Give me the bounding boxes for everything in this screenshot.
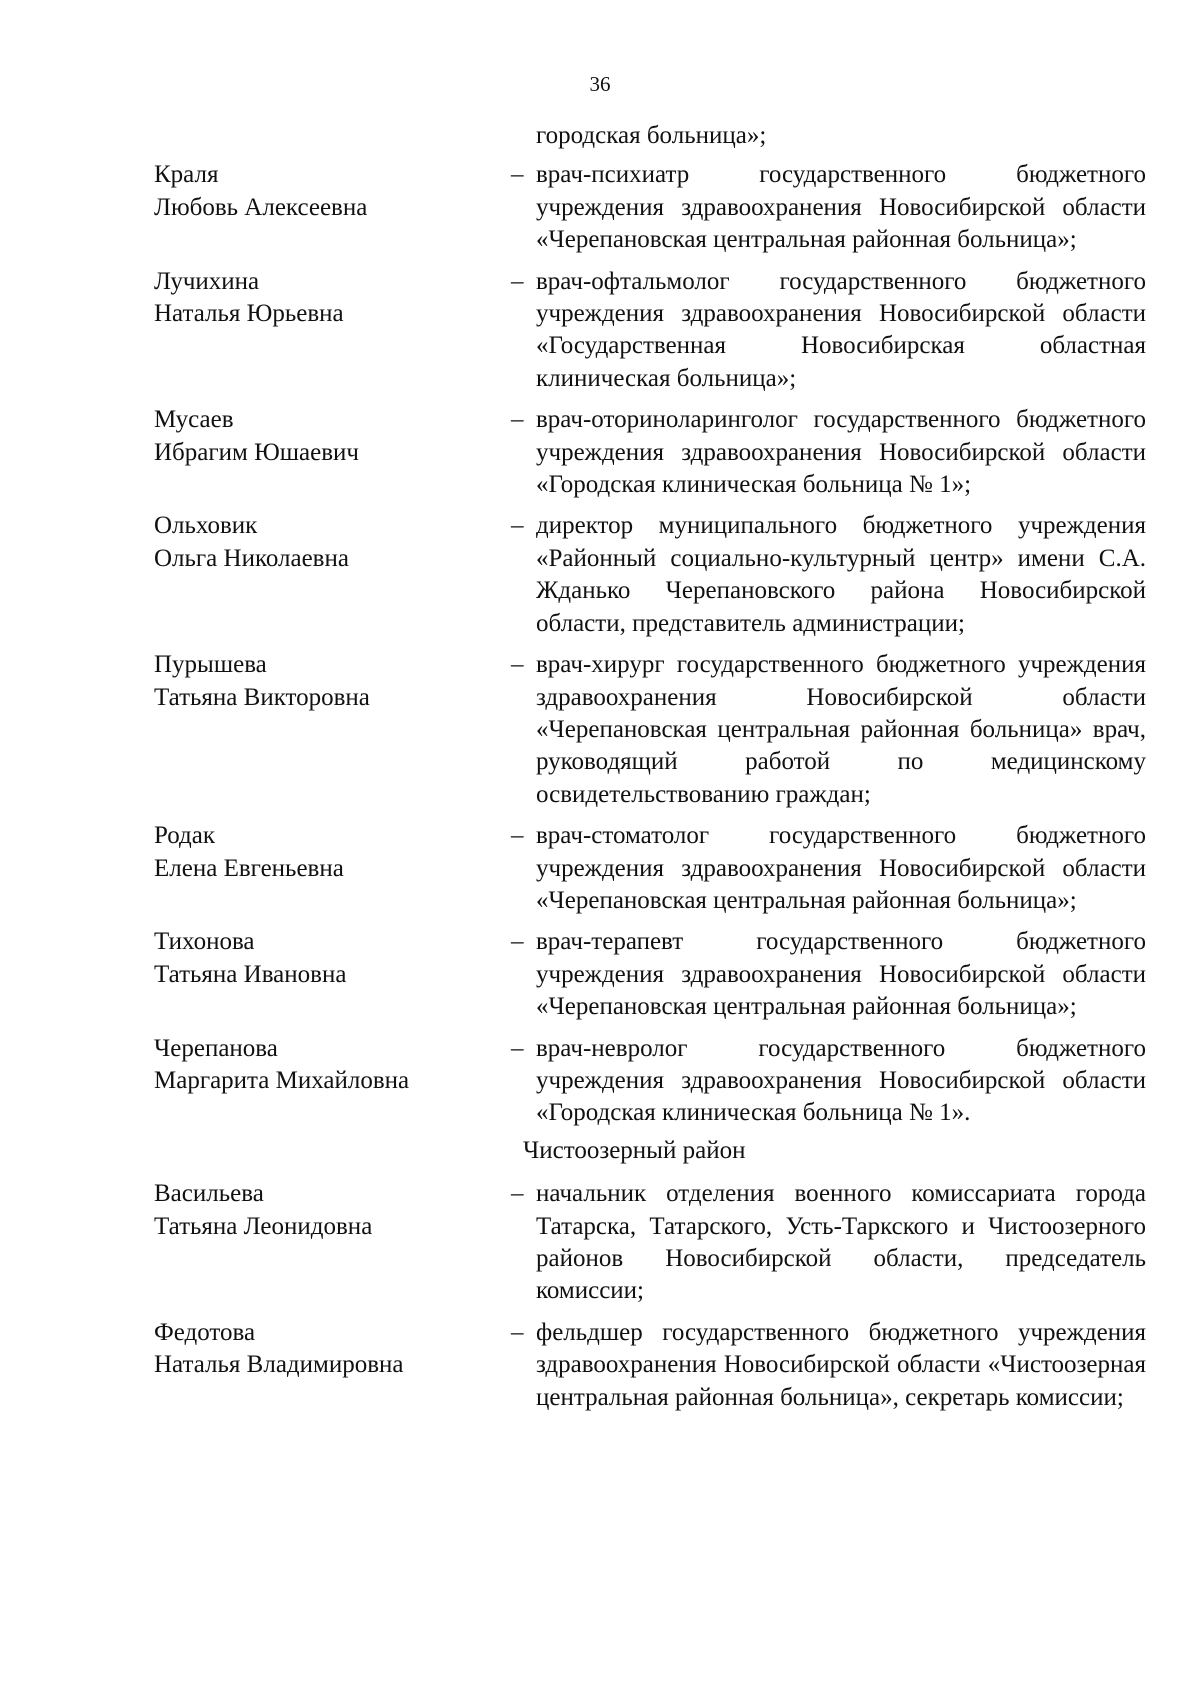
member-entry: [154, 266, 1146, 396]
member-name: [154, 266, 511, 331]
member-entry: [154, 926, 1146, 1023]
member-given-names: Наталья Юрьевна: [154, 300, 344, 328]
entry-dash: –: [511, 267, 524, 295]
member-position: врач-хирург государственного бюджетного учреждения здравоохранения Новосибирской области «Черепановская центральная районная больница» врач, руководящий работой по медицинскому освидетельствованию граждан;: [536, 651, 1146, 808]
member-surname: Федотова: [154, 1318, 256, 1346]
member-position: врач-психиатр государственного бюджетного учреждения здравоохранения Новосибирской области «Черепановская центральная районная больница»;: [536, 161, 1146, 254]
member-given-names: Татьяна Викторовна: [154, 683, 370, 711]
member-name: [154, 159, 511, 224]
member-position: врач-стоматолог государственного бюджетного учреждения здравоохранения Новосибирской области «Черепановская центральная районная больница»;: [536, 822, 1146, 914]
member-entry: [154, 649, 1146, 811]
member-given-names: Любовь Алексеевна: [154, 193, 368, 221]
member-entry: [154, 820, 1146, 917]
member-surname: Пурышева: [154, 651, 267, 679]
member-given-names: Татьяна Ивановна: [154, 960, 347, 988]
member-name: [154, 1033, 511, 1098]
member-entry: [154, 1033, 1146, 1130]
entry-dash: –: [511, 822, 524, 850]
entry-dash: –: [511, 928, 524, 956]
member-name: [154, 404, 511, 469]
member-given-names: Наталья Владимировна: [154, 1351, 404, 1379]
member-entry: [154, 159, 1146, 256]
member-position: врач-терапевт государственного бюджетного учреждения здравоохранения Новосибирской области «Черепановская центральная районная больница»;: [536, 928, 1146, 1021]
member-given-names: Ибрагим Юшаевич: [154, 438, 359, 466]
page-number: 36: [589, 72, 611, 96]
member-surname: Черепанова: [154, 1034, 278, 1062]
member-position: врач-невролог государственного бюджетного учреждения здравоохранения Новосибирской области «Городская клиническая больница № 1».: [536, 1034, 1146, 1127]
member-surname: Родак: [154, 822, 216, 850]
member-surname: Ольховик: [154, 512, 258, 540]
document-body: [154, 120, 1146, 1423]
member-name: [154, 926, 511, 991]
member-position: фельдшер государственного бюджетного учреждения здравоохранения Новосибирской области «Чистоозерная центральная районная больница», секретарь комиссии;: [536, 1318, 1146, 1411]
member-given-names: Ольга Николаевна: [154, 544, 349, 572]
entry-dash: –: [511, 512, 524, 540]
member-name: [154, 649, 511, 714]
member-surname: Лучихина: [154, 267, 260, 295]
entry-dash: –: [511, 406, 524, 434]
member-name: [154, 1178, 511, 1243]
member-given-names: Татьяна Леонидовна: [154, 1212, 373, 1240]
entry-dash: –: [511, 1318, 524, 1346]
member-surname: Тихонова: [154, 928, 255, 956]
member-entry: [154, 404, 1146, 501]
entry-dash: –: [511, 1180, 524, 1208]
continuation-text: городская больница»;: [536, 122, 767, 149]
member-entry: [154, 1178, 1146, 1308]
entry-dash: –: [511, 161, 524, 189]
entry-dash: –: [511, 651, 524, 679]
member-name: [154, 510, 511, 575]
member-surname: Васильева: [154, 1180, 264, 1208]
member-entry: [154, 1317, 1146, 1414]
member-position: начальник отделения военного комиссариата города Татарска, Татарского, Усть-Таркского и Чистоозерного районов Новосибирской области, председатель комиссии;: [536, 1180, 1146, 1305]
member-entry: [154, 510, 1146, 640]
member-given-names: Маргарита Михайловна: [154, 1066, 410, 1094]
member-surname: Краля: [154, 161, 219, 189]
member-position: врач-офтальмолог государственного бюджетного учреждения здравоохранения Новосибирской области «Государственная Новосибирская областная клиническая больница»;: [536, 267, 1146, 392]
member-position: врач-оториноларинголог государственного бюджетного учреждения здравоохранения Новосибирской области «Городская клиническая больница № 1»;: [536, 406, 1146, 499]
member-surname: Мусаев: [154, 406, 234, 434]
member-given-names: Елена Евгеньевна: [154, 854, 344, 882]
district-heading: Чистоозерный район: [523, 1136, 746, 1164]
member-name: [154, 820, 511, 885]
member-position: директор муниципального бюджетного учреждения «Районный социально-культурный центр» имени С.А. Жданько Черепановского района Новосибирской области, представитель администрации;: [536, 512, 1146, 637]
member-name: [154, 1317, 511, 1382]
entry-dash: –: [511, 1034, 524, 1062]
